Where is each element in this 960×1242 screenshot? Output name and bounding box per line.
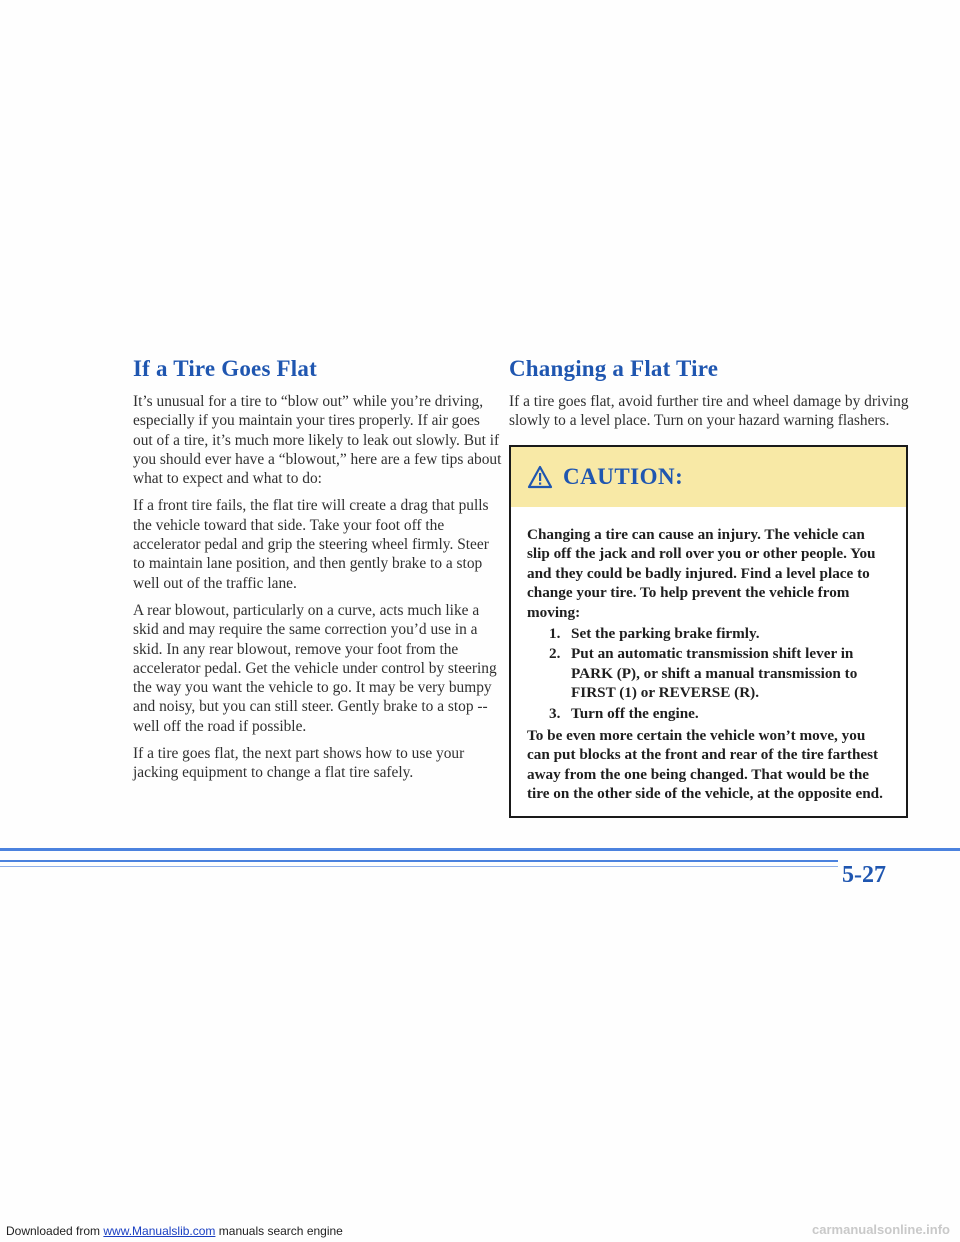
left-column xyxy=(133,356,503,791)
paragraph-front-tire: If a front tire fails, the flat tire will create a drag that pulls the vehicle toward that side. Take your foot off the accelerator pedal and grip the steering wheel firmly. Steer to maintain lane position, and then gently brake to a stop well out of the traffic lane. xyxy=(133,497,489,592)
step-text: Turn off the engine. xyxy=(571,704,699,722)
caution-box xyxy=(509,445,908,818)
footer-rule-hairline xyxy=(0,866,838,867)
step-number: 1. xyxy=(549,624,561,642)
paragraph-changing-intro: If a tire goes flat, avoid further tire and wheel damage by driving slowly to a level place. Turn on your hazard warning flashers. xyxy=(509,393,909,430)
caution-step xyxy=(527,624,890,644)
section-title-if-a-tire-goes-flat: If a Tire Goes Flat xyxy=(133,356,317,381)
paragraph-next-part: If a tire goes flat, the next part shows how to use your jacking equipment to change a flat tire safely. xyxy=(133,745,465,782)
caution-step xyxy=(527,704,890,724)
footer-rule-thin xyxy=(0,860,838,862)
footer-prefix: Downloaded from xyxy=(6,1224,104,1238)
caution-outro: To be even more certain the vehicle won’t move, you can put blocks at the front and rear of the tire farthest away from the one being changed. That would be the tire on the other side of the vehicle, at the opposite end. xyxy=(527,726,883,803)
paragraph-rear-blowout: A rear blowout, particularly on a curve, acts much like a skid and may require the same correction you’d use in a skid. In any rear blowout, remove your foot from the accelerator pedal. Get the vehicle under control by steering the way you want the vehicle to go. It may be very bumpy and noisy, but you can still steer. Gently brake to a stop -- well off the road if possible. xyxy=(133,601,497,735)
manualslib-link[interactable]: www.Manualslib.com xyxy=(103,1224,216,1238)
step-number: 3. xyxy=(549,704,561,722)
right-column xyxy=(509,356,909,818)
page-number: 5-27 xyxy=(842,862,886,888)
step-number: 2. xyxy=(549,645,561,663)
footer-text xyxy=(6,1224,343,1238)
warning-triangle-icon xyxy=(527,465,553,489)
watermark: carmanualsonline.info xyxy=(812,1222,950,1237)
caution-intro: Changing a tire can cause an injury. The vehicle can slip off the jack and roll over you or other people. You and they could be badly injured. Find a level place to change your tire. To help prevent the vehicle from moving: xyxy=(527,525,876,621)
step-text: Set the parking brake firmly. xyxy=(571,624,760,642)
footer-rule-thick xyxy=(0,848,960,851)
caution-step xyxy=(527,644,890,703)
caution-header xyxy=(511,447,906,507)
caution-title: CAUTION: xyxy=(563,463,684,489)
step-text: Put an automatic transmission shift lever in PARK (P), or shift a manual transmission to FIRST (1) or REVERSE (R). xyxy=(571,645,858,702)
download-footer xyxy=(0,1218,960,1242)
caution-body xyxy=(511,507,906,816)
section-title-changing-a-flat-tire: Changing a Flat Tire xyxy=(509,356,719,381)
caution-steps xyxy=(527,624,890,724)
paragraph-blowout-intro: It’s unusual for a tire to “blow out” while you’re driving, especially if you maintain your tires properly. If air goes out of a tire, it’s much more likely to leak out slowly. But if you should ever have a “blowout,” here are a few tips about what to expect and what to do: xyxy=(133,393,502,488)
footer-suffix: manuals search engine xyxy=(215,1224,343,1238)
